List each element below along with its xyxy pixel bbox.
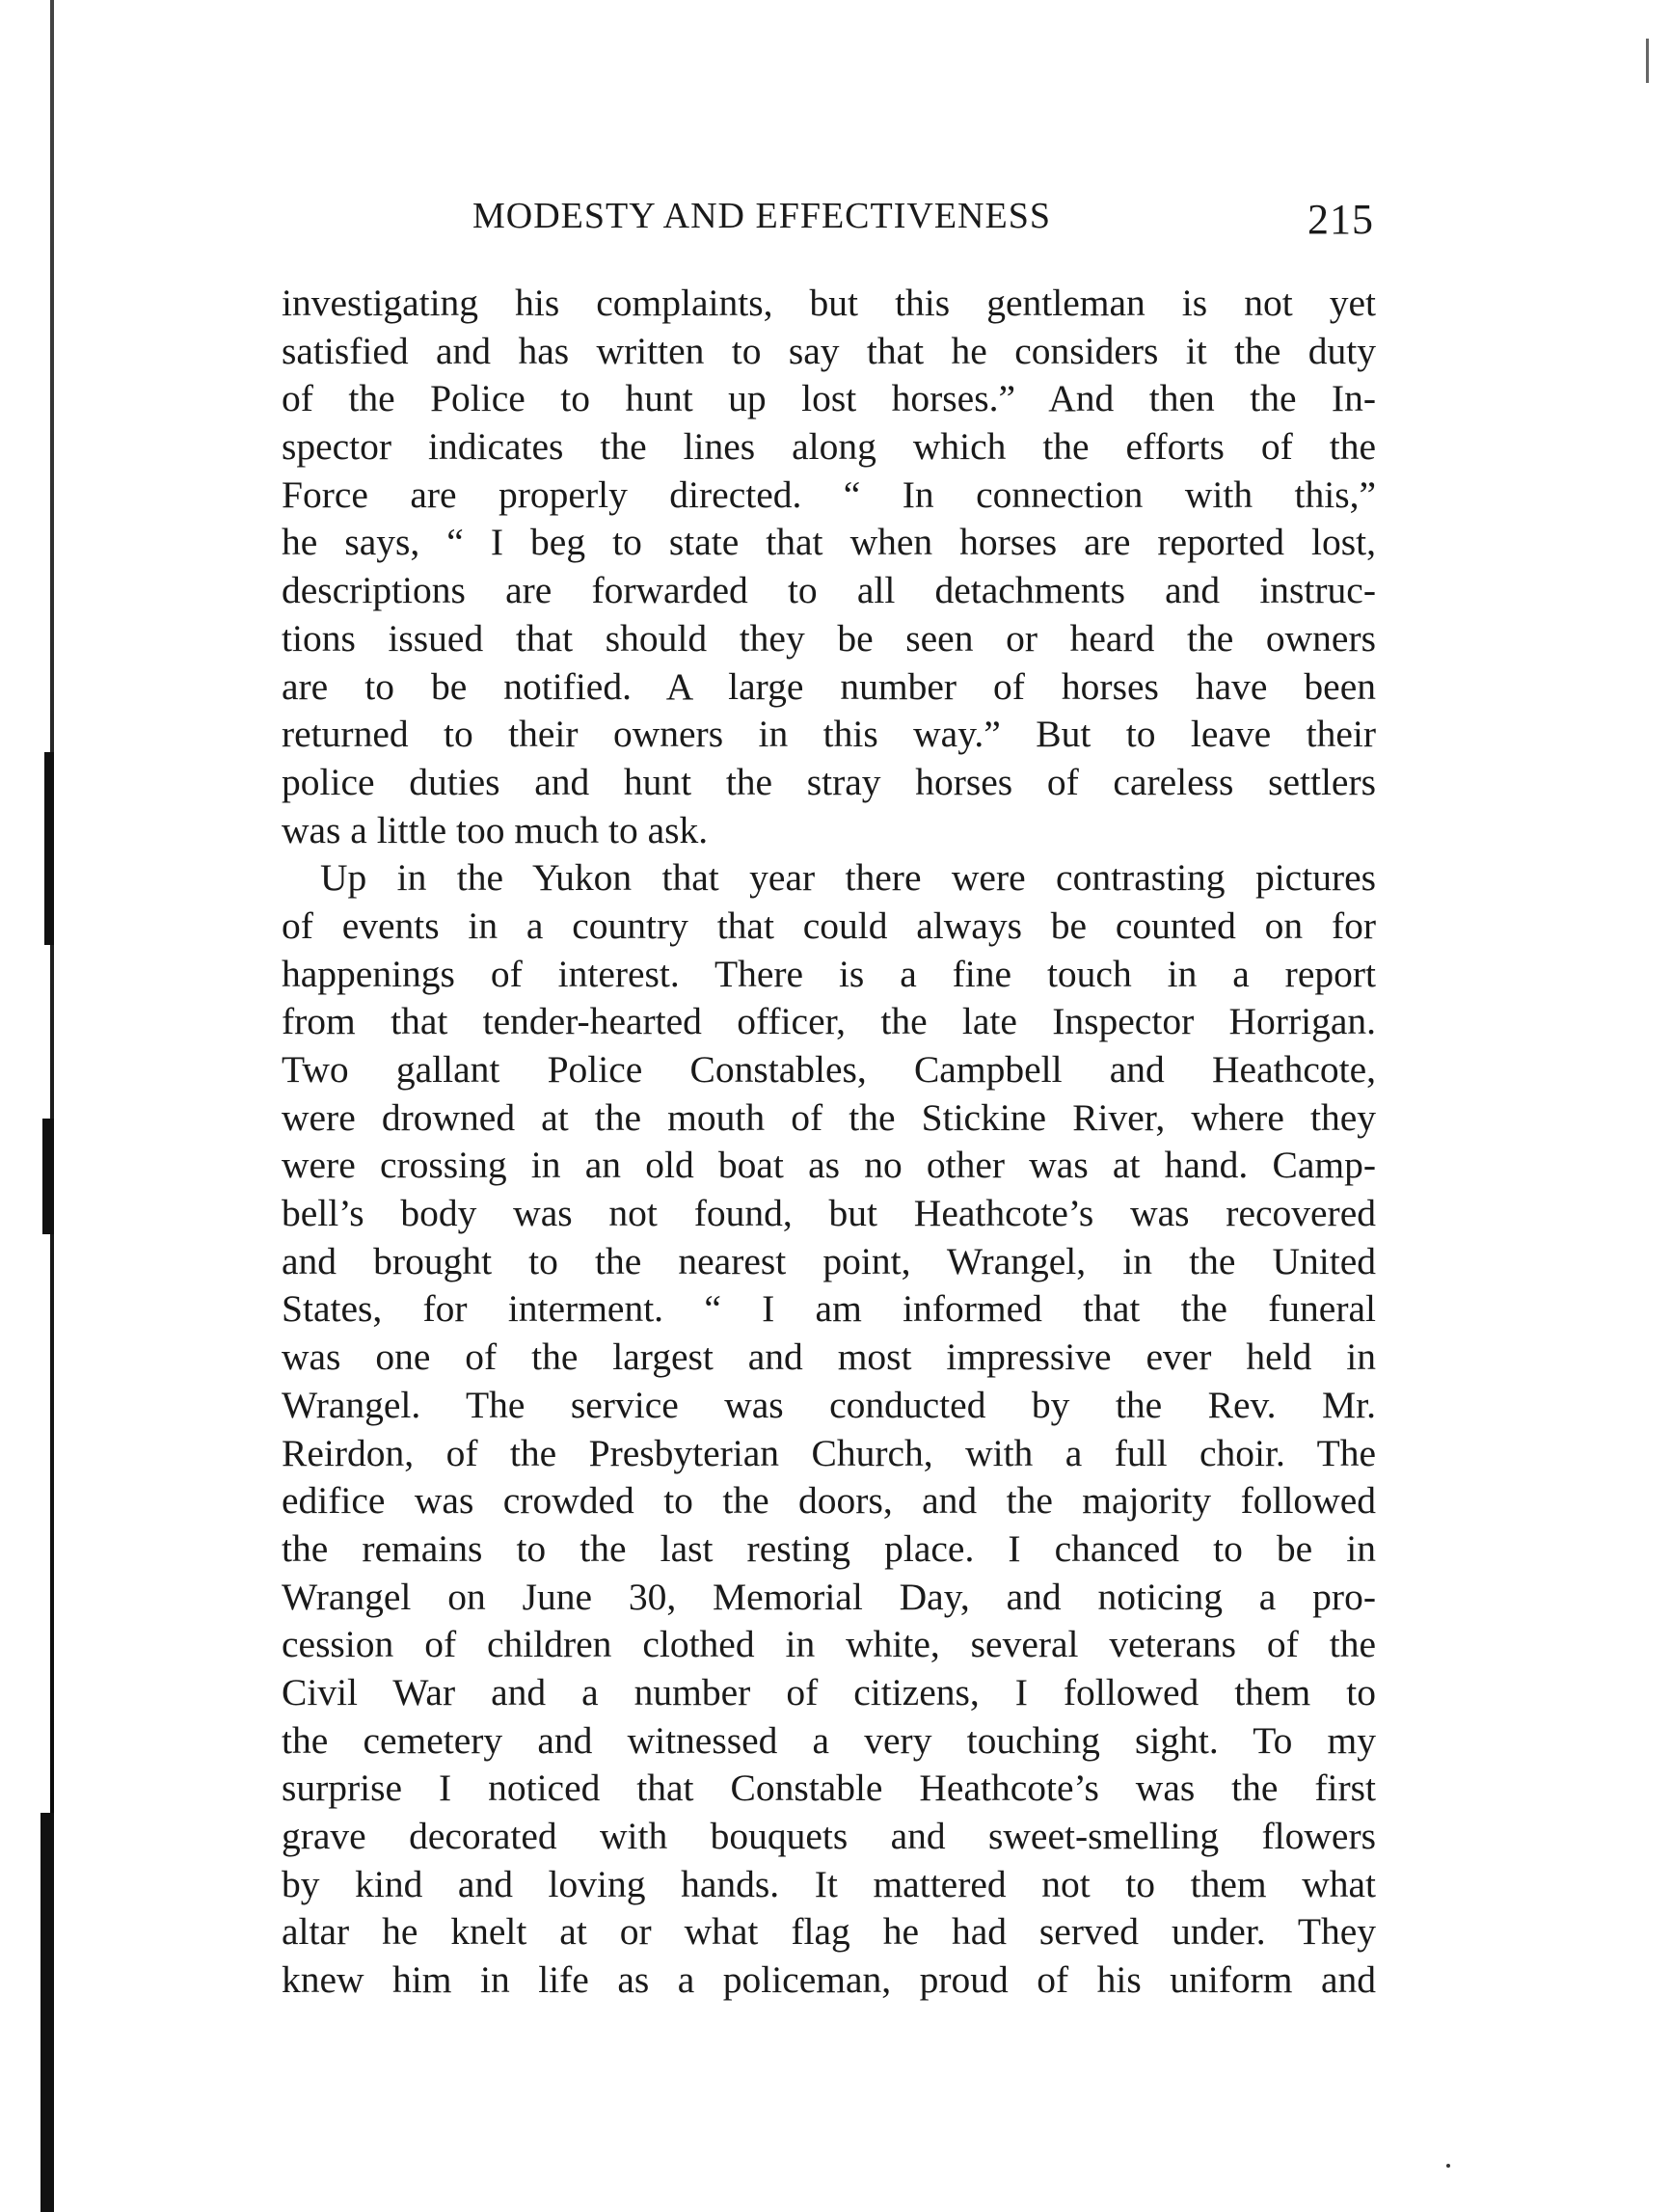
text-line: Civil War and a number of citizens, I followed them to: [282, 1670, 1376, 1713]
text-line: happenings of interest. There is a fine touch in a report: [282, 952, 1376, 995]
text-line: knew him in life as a policeman, proud of his uniform and: [282, 1958, 1376, 2002]
text-line: was a little too much to ask.: [282, 808, 709, 851]
text-line: investigating his complaints, but this gentleman is not yet: [282, 282, 1376, 324]
text-line: were crossing in an old boat as no other was at hand. Camp-: [282, 1144, 1376, 1187]
binding-shadow-1: [44, 752, 54, 945]
body-text: [282, 280, 1376, 2005]
text-line: cession of children clothed in white, several veterans of the: [282, 1623, 1376, 1666]
text-line: States, for interment. “ I am informed that the funeral: [282, 1287, 1376, 1331]
text-line: and brought to the nearest point, Wrangel, in the United: [282, 1239, 1376, 1282]
page-number: 215: [1307, 196, 1374, 243]
text-line: edifice was crowded to the doors, and the majority followed: [282, 1479, 1376, 1523]
text-line: of events in a country that could always be counted on for: [282, 904, 1376, 947]
text-line: police duties and hunt the stray horses of careless settlers: [282, 760, 1376, 803]
text-line: Wrangel on June 30, Memorial Day, and noticing a pro-: [282, 1575, 1376, 1618]
text-line: satisfied and has written to say that he considers it the duty: [282, 329, 1376, 372]
text-line: the cemetery and witnessed a very touching sight. To my: [282, 1718, 1376, 1762]
binding-shadow-2: [42, 1119, 54, 1234]
text-line: surprise I noticed that Constable Heathcote’s was the first: [282, 1767, 1376, 1810]
text-line: grave decorated with bouquets and sweet-smelling flowers: [282, 1815, 1376, 1857]
text-line: of the Police to hunt up lost horses.” And then the In-: [282, 377, 1376, 420]
text-line: bell’s body was not found, but Heathcote’s was recovered: [282, 1192, 1376, 1235]
running-head-title: MODESTY AND EFFECTIVENESS: [472, 196, 1051, 236]
text-line: was one of the largest and most impressive ever held in: [282, 1335, 1376, 1379]
binding-shadow-3: [40, 1813, 54, 2212]
text-line: Force are properly directed. “ In connection with this,”: [282, 472, 1376, 516]
margin-tick: [1646, 39, 1649, 83]
text-line: altar he knelt at or what flag he had served under. They: [282, 1910, 1376, 1954]
text-line: Wrangel. The service was conducted by the Rev. Mr.: [282, 1383, 1376, 1426]
text-line: are to be notified. A large number of horses have been: [282, 664, 1376, 708]
text-line: descriptions are forwarded to all detachments and instruc-: [282, 569, 1376, 612]
text-line: returned to their owners in this way.” But to leave their: [282, 713, 1376, 756]
running-head: [472, 195, 1374, 243]
text-line: spector indicates the lines along which the efforts of the: [282, 425, 1376, 469]
text-line: were drowned at the mouth of the Stickine River, where they: [282, 1095, 1376, 1139]
scan-speck: [1446, 2164, 1450, 2168]
text-line: the remains to the last resting place. I chanced to be in: [282, 1526, 1376, 1570]
text-line: Up in the Yukon that year there were contrasting pictures: [320, 856, 1376, 900]
text-line: Reirdon, of the Presbyterian Church, with a full choir. The: [282, 1431, 1376, 1474]
text-line: from that tender-hearted officer, the late Inspector Horrigan.: [282, 1000, 1376, 1043]
text-line: he says, “ I beg to state that when horses are reported lost,: [282, 521, 1376, 564]
text-line: Two gallant Police Constables, Campbell and Heathcote,: [282, 1048, 1376, 1091]
text-line: tions issued that should they be seen or heard the owners: [282, 616, 1376, 660]
text-line: by kind and loving hands. It mattered not to them what: [282, 1862, 1376, 1905]
